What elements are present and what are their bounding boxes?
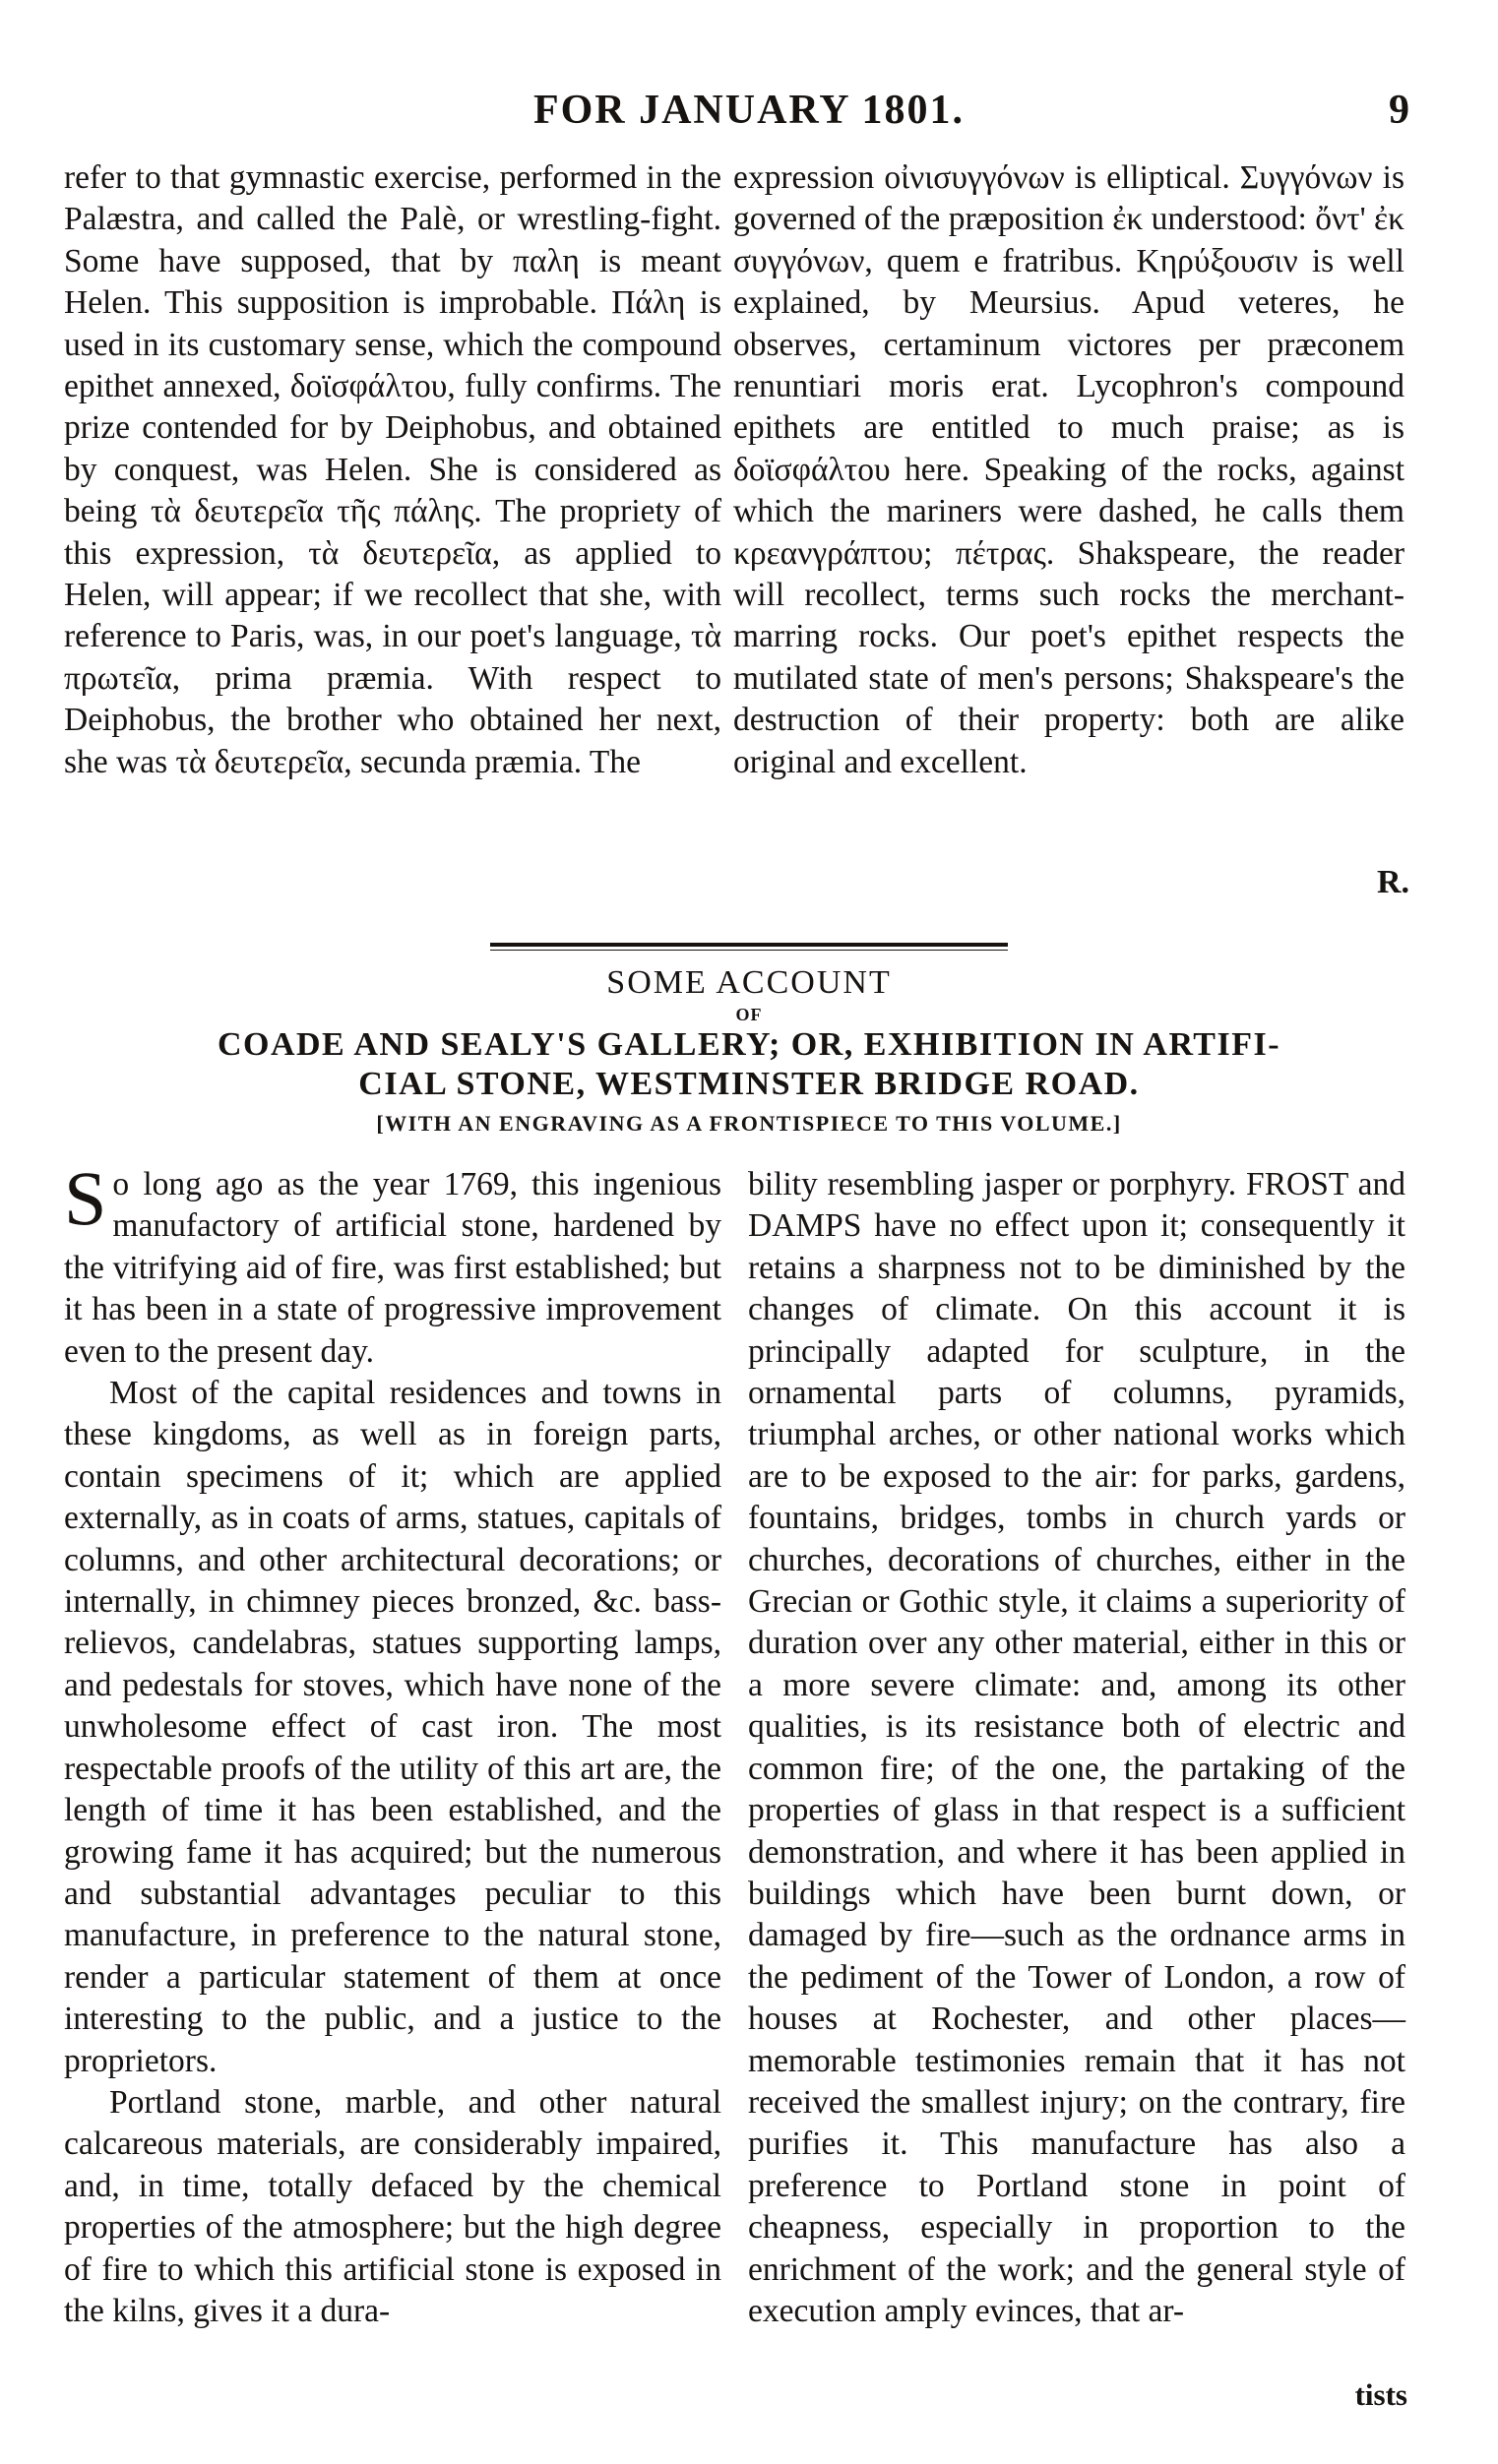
article-paragraph-1-text: o long ago as the year 1769, this ingenious manufactory of artificial stone, hardened by the vitrifying aid of fire, was first established; but it has been in a state of progressive improvement even to the present day. [64, 1166, 721, 1370]
article-left-column [64, 1155, 721, 2332]
heading-some-account: SOME ACCOUNT [606, 964, 892, 1001]
prev-article-left-text: refer to that gymnastic exercise, performed in the Palæstra, and called the Palè, or wrestling-fight. Some have supposed, that by παλη is meant Helen. This supposition is improbable. Πάλη is used in its customary sense, which the compound epithet annexed, δοϊσφάλτου, fully confirms. The prize contended for by Deiphobus, and obtained by conquest, was Helen. She is considered as being τὰ δευτερεῖα τῆς πάλης. The propriety of this expression, τὰ δευτερεῖα, as applied to Helen, will appear; if we recollect that she, with reference to Paris, was, in our poet's language, τὰ πρωτεῖα, prima præmia. With respect to Deiphobus, the brother who obtained her next, she was τὰ δευτερεῖα, secunda præmia. The [64, 159, 721, 780]
article-paragraph-1 [64, 1155, 721, 1373]
heading-title-line-2: CIAL STONE, WESTMINSTER BRIDGE ROAD. [358, 1066, 1140, 1102]
heading-title-line-1: COADE AND SEALY'S GALLERY; OR, EXHIBITION IN ARTIFI- [217, 1026, 1281, 1063]
article-paragraph-2: Most of the capital residences and towns in these kingdoms, as well as in foreign parts, contain specimens of it; which are applied externally, as in coats of arms, statues, capitals of columns, and other architectural decorations; or internally, in chimney pieces bronzed, &c. bass-relievos, candelabras, statues supporting lamps, and pedestals for stoves, which have none of the unwholesome effect of cast iron. The most respectable proofs of the utility of this art are, the length of time it has been established, and the growing fame it has acquired; but the numerous and substantial advantages peculiar to this manufacture, in preference to the natural stone, render a particular statement of them at once interesting to the public, and a justice to the proprietors. [64, 1375, 721, 2079]
catchword: tists [1354, 2377, 1407, 2412]
author-signature: R. [1376, 864, 1409, 900]
section-divider [490, 943, 1008, 947]
page-number: 9 [1389, 88, 1409, 133]
prev-article-right-text: expression οἰνισυγγόνων is elliptical. Συγγόνων is governed of the præposition ἐκ understood: ὄντ' ἐκ συγγόνων, quem e fratribus. Κηρύξουσιν is well explained, by Meursius. Apud veteres, he observes, certaminum victores per præconem renuntiari moris erat. Lycophron's compound epithets are entitled to much praise; as is δοϊσφάλτου here. Speaking of the rocks, against which the mariners were dashed, he calls them κρεανγράπτου; πέτρας. Shakspeare, the reader will recollect, terms such rocks the merchant-marring rocks. Our poet's epithet respects the mutilated state of men's persons; Shakspeare's the destruction of their property: both are alike original and excellent. [733, 159, 1404, 780]
running-title: FOR JANUARY 1801. [532, 88, 966, 133]
prev-article-left-column [64, 157, 721, 783]
prev-article-right-column [733, 157, 1404, 783]
article-paragraph-3: Portland stone, marble, and other natural calcareous materials, are considerably impaired, and, in time, totally defaced by the chemical properties of the atmosphere; but the high degree of fire to which this artificial stone is exposed in the kilns, gives it a dura- [64, 2083, 721, 2329]
heading-engraving-note: [WITH AN ENGRAVING AS A FRONTISPIECE TO THIS VOLUME.] [376, 1111, 1122, 1136]
article-right-text: bility resembling jasper or porphyry. FROST and DAMPS have no effect upon it; consequently it retains a sharpness not to be diminished by the changes of climate. On this account it is principally adapted for sculpture, in the ornamental parts of columns, pyramids, triumphal arches, or other national works which are to be exposed to the air: for parks, gardens, fountains, bridges, tombs in church yards or churches, decorations of churches, either in the Grecian or Gothic style, it claims a superiority of duration over any other material, either in this or a more severe climate: and, among its other qualities, is its resistance both of electric and common fire; of the one, the partaking of the properties of glass in that respect is a sufficient demonstration, and where it has been applied in buildings which have been burnt down, or damaged by fire—such as the ordnance arms in the pediment of the Tower of London, a row of houses at Rochester, and other places—memorable testimonies remain that it has not received the smallest injury; on the contrary, fire purifies it. This manufacture has also a preference to Portland stone in point of cheapness, especially in proportion to the enrichment of the work; and the general style of execution amply evinces, that ar- [748, 1166, 1405, 2329]
heading-of: OF [735, 1005, 763, 1024]
drop-cap: S [64, 1155, 107, 1241]
running-head [0, 87, 1498, 146]
article-right-column [748, 1164, 1405, 2332]
article-heading [59, 962, 1439, 1140]
